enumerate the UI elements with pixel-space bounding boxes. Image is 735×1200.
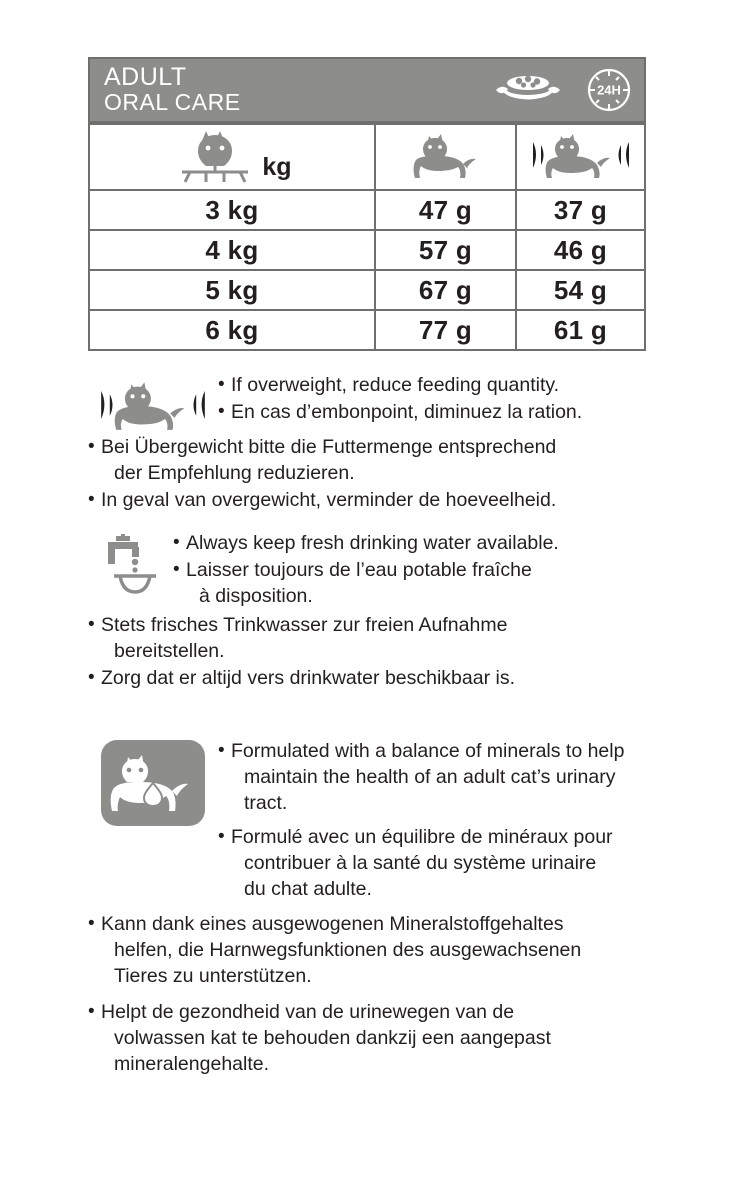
24h-clock-icon [586,67,632,113]
table-header-band [88,57,646,123]
cat-urinary-badge-icon [88,738,218,826]
cat-on-scale-icon [172,129,258,185]
svg-text:24H: 24H [597,82,621,98]
product-title-line1: ADULT [104,63,187,91]
table-row [89,230,645,270]
cell-overweight: 46 g [516,230,645,270]
feeding-table [88,123,646,351]
feeding-table-wrapper [88,57,646,351]
table-row [89,270,645,310]
cell-weight: 6 kg [89,310,375,350]
line-fr: • Formulé avec un équilibre de minéraux pour contribuer à la santé du système urinaire du chat adulte. [218,824,646,902]
section-urinary [88,738,646,1078]
line-fr: • Laisser toujours de l’eau potable fraîche à disposition. [173,557,646,609]
standing-cat-icon [413,130,479,180]
line-de: • Kann dank eines ausgewogenen Mineralstoffgehaltes helfen, die Harnwegsfunktionen des ausgewachsenen Tieres zu unterstützen. [88,911,646,989]
cell-weight: 3 kg [89,190,375,230]
tap-water-icon [88,530,173,596]
water-text-en-fr [173,530,646,609]
cell-weight: 5 kg [89,270,375,310]
cell-overweight: 61 g [516,310,645,350]
header-cell-weight [89,124,375,190]
product-title-line2: ORAL CARE [104,88,241,115]
line-nl: • Zorg dat er altijd vers drinkwater beschikbaar is. [88,665,646,691]
header-icons [492,67,632,113]
overweight-text-en-fr [218,372,646,425]
line-en: • Formulated with a balance of minerals to help maintain the health of an adult cat’s urinary tract. [218,738,646,816]
cell-normal: 67 g [375,270,516,310]
food-bowl-icon [492,70,564,110]
cell-normal: 47 g [375,190,516,230]
urinary-text-de-nl [88,911,646,1077]
cell-overweight: 37 g [516,190,645,230]
table-row [89,310,645,350]
water-text-de-nl [88,612,646,691]
product-title [104,65,241,114]
cell-normal: 77 g [375,310,516,350]
cell-normal: 57 g [375,230,516,270]
line-nl: • In geval van overgewicht, verminder de hoeveelheid. [88,487,646,513]
section-water [88,530,646,692]
overweight-cat-icon [531,130,631,180]
line-de: • Stets frisches Trinkwasser zur freien Aufnahme bereitstellen. [88,612,646,664]
line-de: • Bei Übergewicht bitte die Futtermenge entsprechend der Empfehlung reduzieren. [88,434,646,486]
cell-weight: 4 kg [89,230,375,270]
urinary-text-en-fr [218,738,646,902]
header-cell-normal-cat [375,124,516,190]
overweight-cat-icon [88,372,218,432]
table-icon-header-row [89,124,645,190]
table-row [89,190,645,230]
cell-overweight: 54 g [516,270,645,310]
line-nl: • Helpt de gezondheid van de urinewegen van de volwassen kat te behouden dankzij een aangepast mineralengehalte. [88,999,646,1077]
line-en: • If overweight, reduce feeding quantity. [218,372,646,398]
header-cell-overweight-cat [516,124,645,190]
section-overweight [88,372,646,514]
overweight-text-de-nl [88,434,646,513]
line-en: • Always keep fresh drinking water available. [173,530,646,556]
line-fr: • En cas d’embonpoint, diminuez la ration. [218,399,646,425]
kg-unit-label: kg [262,152,292,181]
